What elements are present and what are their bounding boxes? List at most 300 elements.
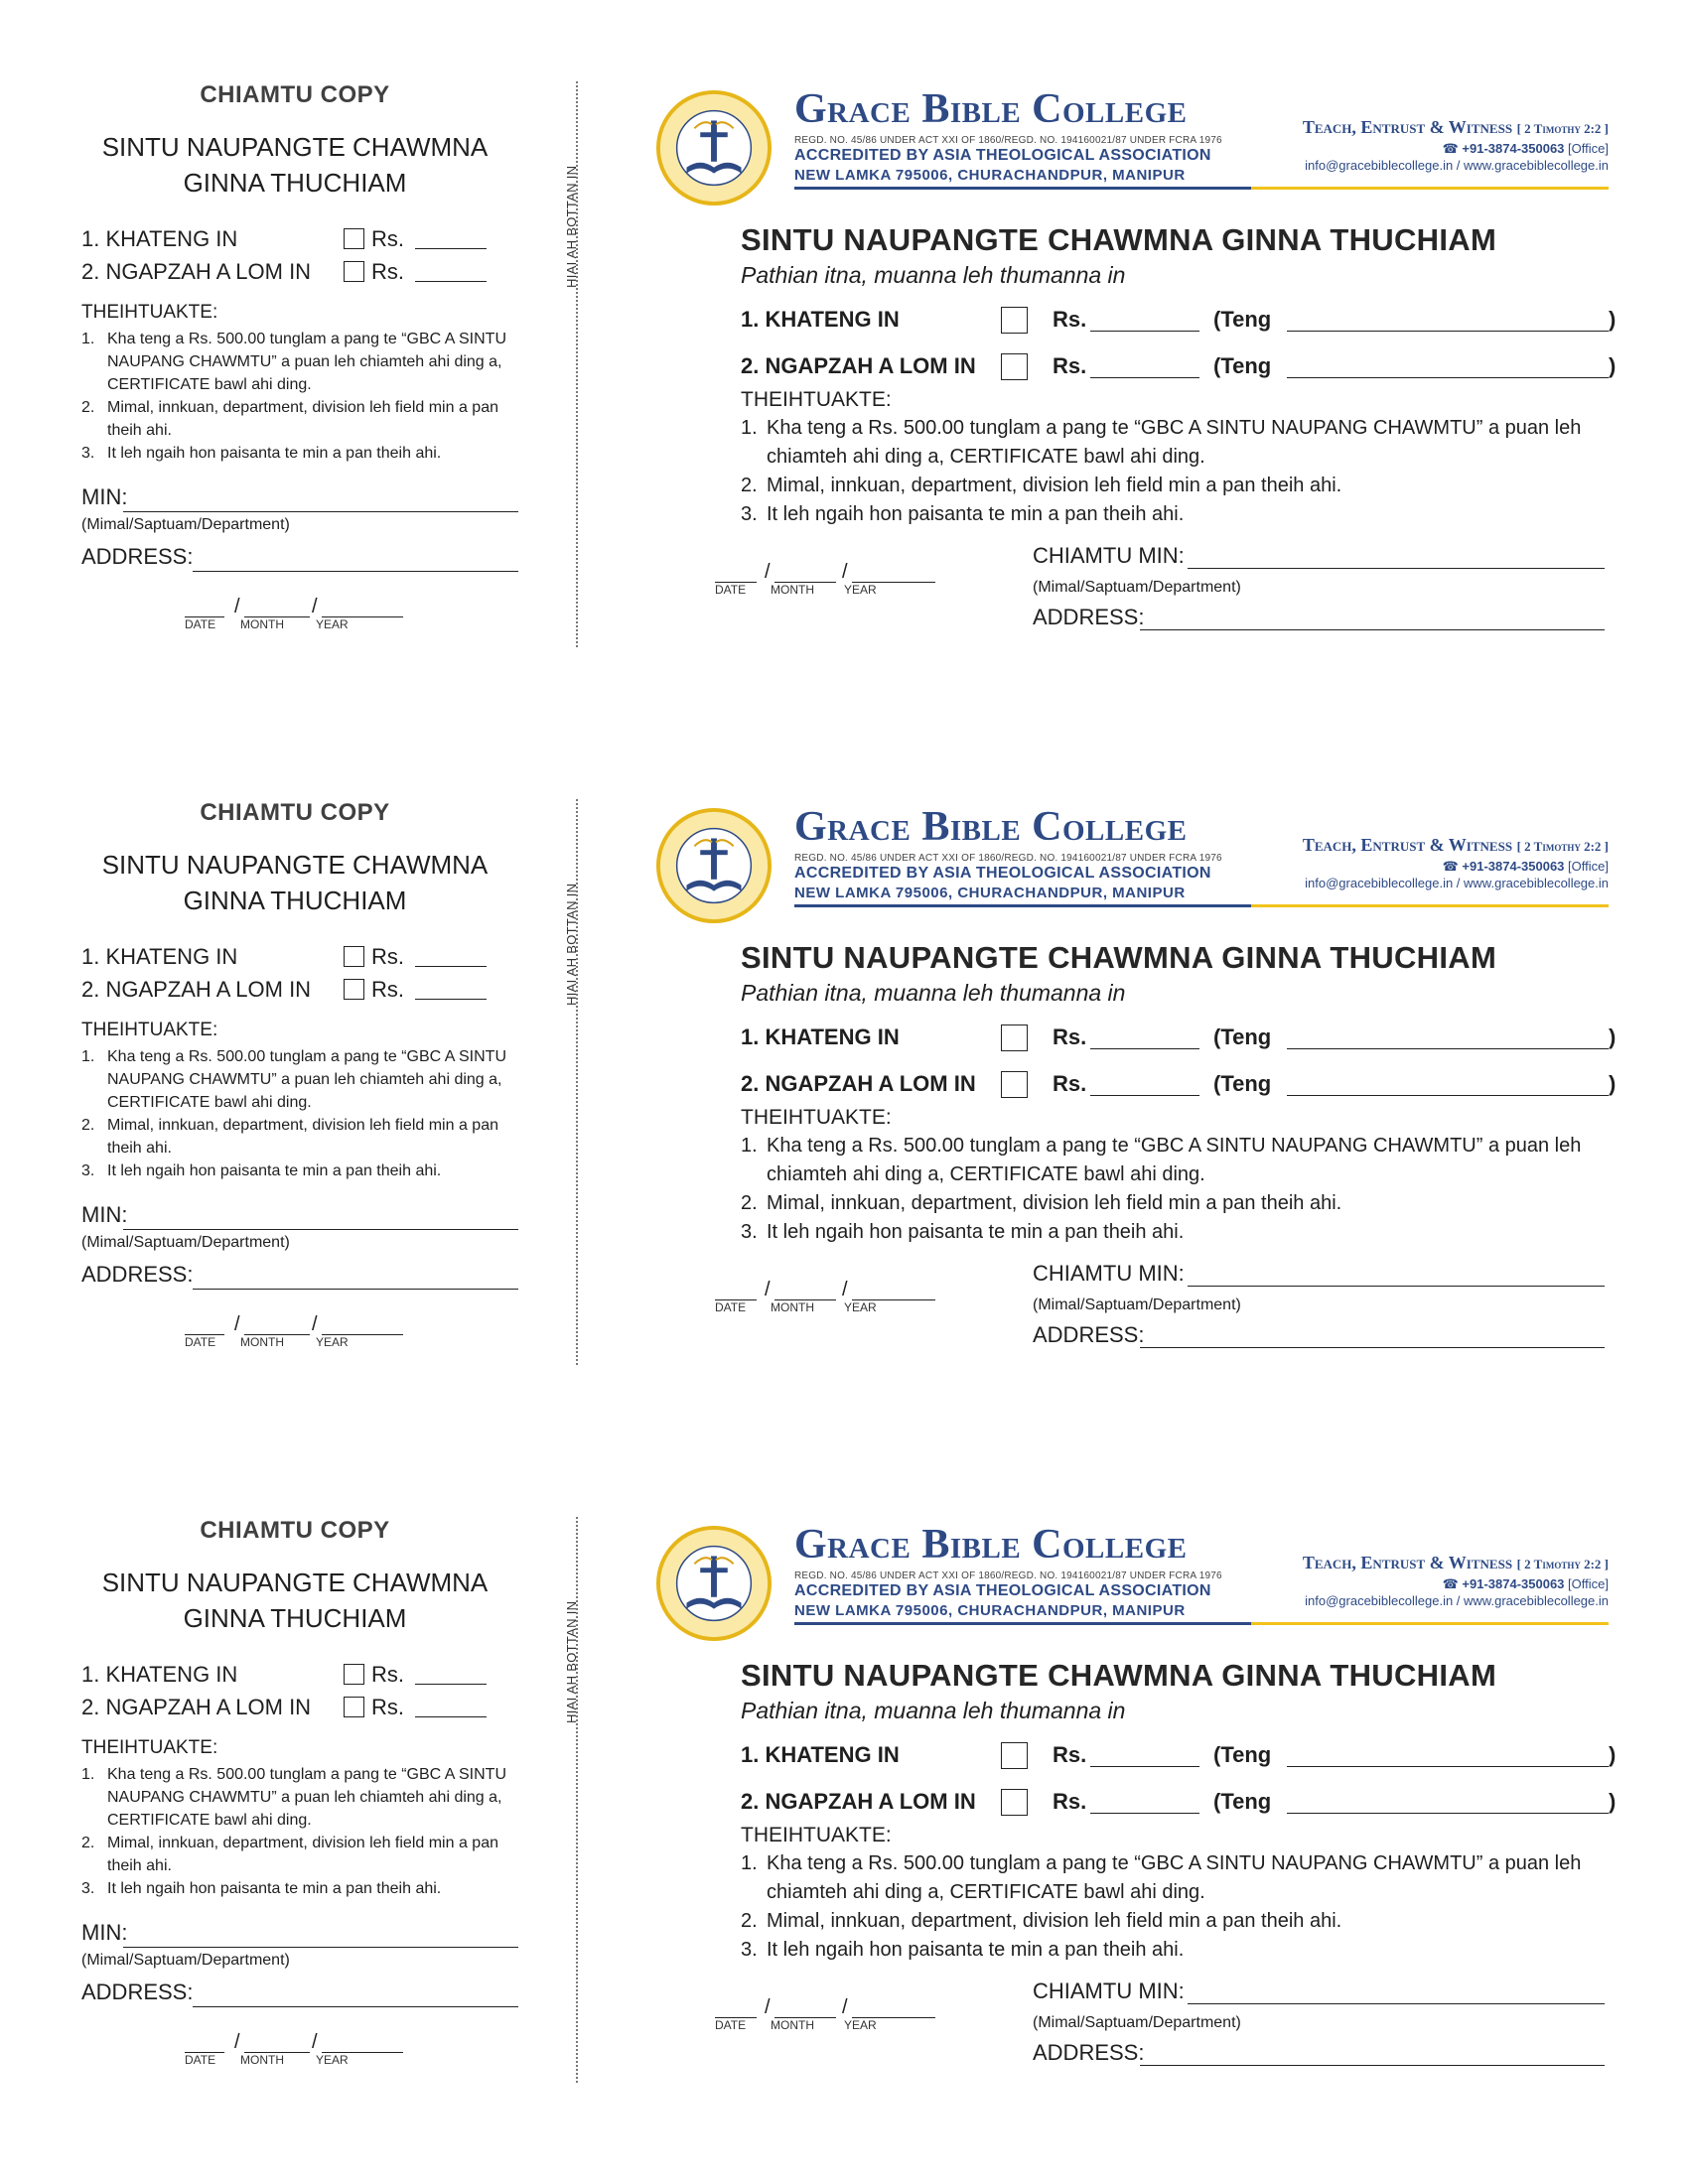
stub-option-khateng-label: 1. KHATENG IN	[81, 226, 238, 251]
chiamtu-min-row	[1033, 1261, 1605, 1291]
stub-min-field[interactable]	[123, 1947, 518, 1948]
stub-address-label: ADDRESS:	[81, 544, 194, 569]
stub-ngapzah-amount-field[interactable]	[415, 1716, 487, 1717]
term-number: 2.	[81, 1835, 95, 1851]
term-item	[741, 1936, 1595, 1965]
stub-option-ngapzah-label: 2. NGAPZAH A LOM IN	[81, 1695, 312, 1719]
stub-ngapzah-checkbox[interactable]	[344, 1697, 364, 1717]
terms-heading: THEIHTUAKTE:	[741, 1106, 892, 1129]
perforation-label: HIAI AH BOTTAN IN	[564, 883, 579, 1006]
chiamtu-min-field[interactable]	[1188, 2003, 1605, 2004]
term-item	[741, 1849, 1595, 1907]
rs-label: Rs.	[1053, 1024, 1087, 1049]
stub-title	[81, 129, 508, 201]
motto-text: Teach, Entrust & Witness	[1302, 117, 1513, 137]
date-day-field[interactable]	[185, 2031, 224, 2053]
stub-rs-label: Rs.	[371, 977, 404, 1002]
stub-min-label: MIN:	[81, 1920, 128, 1945]
term-text: It leh ngaih hon paisanta te min a pan theih ahi.	[107, 445, 442, 462]
chiamtu-min-sublabel: (Mimal/Saptuam/Department)	[1033, 2014, 1241, 2031]
college-seal-logo	[655, 1525, 773, 1642]
term-item	[741, 1218, 1595, 1247]
date-year-field[interactable]	[852, 561, 935, 583]
close-paren: )	[1609, 1789, 1617, 1814]
stub-title	[81, 1565, 508, 1636]
term-number: 2.	[741, 475, 758, 496]
term-text: It leh ngaih hon paisanta te min a pan theih ahi.	[107, 1880, 442, 1897]
stub-min-row	[81, 484, 518, 518]
main-address-row	[1033, 1322, 1605, 1352]
letterhead	[645, 1517, 1618, 1646]
close-paren: )	[1609, 1071, 1617, 1096]
stub-title-line2: GINNA THUCHIAM	[183, 168, 407, 198]
college-web-email[interactable]: info@gracebiblecollege.in / www.gracebiblecollege.in	[1305, 158, 1609, 173]
stub-terms-heading: THEIHTUAKTE:	[81, 1737, 218, 1758]
stub-options	[81, 222, 518, 288]
stub-title-line2: GINNA THUCHIAM	[183, 886, 407, 915]
phone-icon: ☎	[1442, 1576, 1459, 1591]
motto-reference: [ 2 Timothy 2:2 ]	[1516, 839, 1609, 854]
header-rule-yellow	[1251, 187, 1609, 190]
college-name: Grace Bible College	[794, 86, 1188, 132]
date-caption: DATE	[715, 1300, 747, 1314]
date-day-field[interactable]	[715, 1996, 757, 2018]
stub-address-row	[81, 544, 518, 578]
teng-label: (Teng	[1213, 1789, 1272, 1814]
pledge-form-set-2	[0, 718, 1688, 1433]
stub-term-item	[81, 1763, 518, 1832]
stub-min-field[interactable]	[123, 511, 518, 512]
stub-terms-heading: THEIHTUAKTE:	[81, 302, 218, 323]
option-khateng-label: 1. KHATENG IN	[741, 307, 900, 332]
stub-address-label: ADDRESS:	[81, 1979, 194, 2004]
phone-note: [Office]	[1568, 859, 1609, 874]
term-number: 1.	[81, 1048, 95, 1065]
terms-list	[741, 1849, 1595, 1965]
phone-note: [Office]	[1568, 1576, 1609, 1591]
close-paren: )	[1609, 353, 1617, 378]
khateng-amount-field[interactable]	[1090, 331, 1199, 332]
term-item	[741, 500, 1595, 529]
stub-khateng-checkbox[interactable]	[344, 946, 364, 967]
pledge-form-set-1	[0, 0, 1688, 715]
signature-area	[645, 543, 1618, 652]
term-number: 3.	[741, 503, 758, 525]
date-month-field[interactable]	[774, 1279, 836, 1300]
phone-number: +91-3874-350063	[1462, 141, 1565, 156]
month-caption: MONTH	[240, 2053, 284, 2067]
term-item	[741, 414, 1595, 472]
stub-option-ngapzah	[81, 255, 518, 288]
college-motto	[1303, 117, 1609, 138]
date-month-field[interactable]	[774, 561, 836, 583]
main-address-row	[1033, 605, 1605, 634]
month-caption: MONTH	[240, 1335, 284, 1349]
stub-option-ngapzah	[81, 973, 518, 1006]
khateng-checkbox[interactable]	[1001, 307, 1028, 334]
year-caption: YEAR	[316, 2053, 349, 2067]
option-khateng-label: 1. KHATENG IN	[741, 1024, 900, 1049]
rs-label: Rs.	[1053, 1742, 1087, 1767]
date-year-field[interactable]	[852, 1279, 935, 1300]
year-caption: YEAR	[316, 617, 349, 631]
term-number: 2.	[81, 1117, 95, 1134]
option-khateng	[741, 1730, 1618, 1777]
month-caption: MONTH	[771, 1300, 814, 1314]
stub-min-row	[81, 1202, 518, 1236]
date-slash: /	[234, 1313, 240, 1335]
date-day-field[interactable]	[715, 561, 757, 583]
term-text: Kha teng a Rs. 500.00 tunglam a pang te “GBC A SINTU NAUPANG CHAWMTU” a puan leh chiamteh ahi ding a, CERTIFICATE bawl ahi ding.	[107, 1048, 507, 1111]
term-text: Kha teng a Rs. 500.00 tunglam a pang te “GBC A SINTU NAUPANG CHAWMTU” a puan leh chiamteh ahi ding a, CERTIFICATE bawl ahi ding.	[767, 1852, 1582, 1903]
pledge-form	[645, 799, 1618, 1370]
term-text: Kha teng a Rs. 500.00 tunglam a pang te “GBC A SINTU NAUPANG CHAWMTU” a puan leh chiamteh ahi ding a, CERTIFICATE bawl ahi ding.	[107, 331, 507, 393]
terms-list	[741, 1132, 1595, 1247]
stub-copy-title: CHIAMTU COPY	[200, 799, 390, 826]
khateng-words-field[interactable]	[1287, 331, 1609, 332]
date-slash: /	[234, 2031, 240, 2053]
motto-reference: [ 2 Timothy 2:2 ]	[1516, 1557, 1609, 1571]
date-caption: DATE	[185, 1335, 216, 1349]
ngapzah-words-field[interactable]	[1287, 377, 1609, 378]
date-month-field[interactable]	[244, 596, 310, 617]
term-text: Mimal, innkuan, department, division leh field min a pan theih ahi.	[767, 1910, 1342, 1932]
phone-note: [Office]	[1568, 141, 1609, 156]
date-caption: DATE	[185, 617, 216, 631]
stub-rs-label: Rs.	[371, 1695, 404, 1719]
date-year-field[interactable]	[322, 1313, 403, 1335]
khateng-words-field[interactable]	[1287, 1766, 1609, 1767]
main-address-field[interactable]	[1140, 1347, 1605, 1348]
registration-info: REGD. NO. 45/86 UNDER ACT XXI OF 1860/REGD. NO. 194160021/87 UNDER FCRA 1976	[794, 135, 1222, 146]
stub-address-row	[81, 1262, 518, 1296]
ngapzah-checkbox[interactable]	[1001, 353, 1028, 380]
ngapzah-amount-field[interactable]	[1090, 1813, 1199, 1814]
stub-copy-title: CHIAMTU COPY	[200, 1517, 390, 1544]
option-ngapzah-label: 2. NGAPZAH A LOM IN	[741, 1789, 976, 1814]
khateng-amount-field[interactable]	[1090, 1766, 1199, 1767]
date-caption: DATE	[715, 583, 747, 597]
college-phone	[1443, 1576, 1609, 1592]
stub-option-khateng-label: 1. KHATENG IN	[81, 1662, 238, 1687]
date-year-field[interactable]	[852, 1996, 935, 2018]
college-address: NEW LAMKA 795006, CHURACHANDPUR, MANIPUR	[794, 885, 1186, 901]
teng-label: (Teng	[1213, 1024, 1272, 1049]
pledge-form	[645, 1517, 1618, 2088]
stub-date-row	[81, 596, 518, 635]
option-ngapzah-label: 2. NGAPZAH A LOM IN	[741, 1071, 976, 1096]
chiamtu-min-field[interactable]	[1188, 568, 1605, 569]
date-group	[715, 1996, 943, 2036]
term-text: Mimal, innkuan, department, division leh field min a pan theih ahi.	[767, 475, 1342, 496]
option-khateng-label: 1. KHATENG IN	[741, 1742, 900, 1767]
stub-term-item	[81, 442, 518, 465]
stub-address-field[interactable]	[193, 2006, 518, 2007]
stub-option-ngapzah-label: 2. NGAPZAH A LOM IN	[81, 259, 312, 284]
college-motto	[1303, 835, 1609, 856]
stub-options	[81, 1658, 518, 1723]
chiamtu-min-row	[1033, 543, 1605, 573]
date-day-field[interactable]	[185, 1313, 224, 1335]
motto-text: Teach, Entrust & Witness	[1302, 835, 1513, 855]
ngapzah-amount-field[interactable]	[1090, 377, 1199, 378]
college-web-email[interactable]: info@gracebiblecollege.in / www.gracebiblecollege.in	[1305, 1593, 1609, 1608]
stub-rs-label: Rs.	[371, 259, 404, 284]
stub-ngapzah-checkbox[interactable]	[344, 261, 364, 282]
stub-option-khateng	[81, 940, 518, 973]
date-slash: /	[842, 1996, 848, 2018]
term-text: Kha teng a Rs. 500.00 tunglam a pang te “GBC A SINTU NAUPANG CHAWMTU” a puan leh chiamteh ahi ding a, CERTIFICATE bawl ahi ding.	[767, 1135, 1582, 1185]
stub-term-item	[81, 1877, 518, 1900]
stub-ngapzah-amount-field[interactable]	[415, 281, 487, 282]
phone-icon: ☎	[1442, 141, 1459, 156]
date-day-field[interactable]	[185, 596, 224, 617]
college-phone	[1443, 141, 1609, 157]
phone-number: +91-3874-350063	[1462, 859, 1565, 874]
chiamtu-min-field[interactable]	[1188, 1286, 1605, 1287]
term-text: It leh ngaih hon paisanta te min a pan theih ahi.	[767, 1939, 1185, 1961]
chiamtu-copy-stub	[81, 799, 518, 1353]
option-ngapzah	[741, 1059, 1618, 1106]
form-tagline: Pathian itna, muanna leh thumanna in	[741, 1698, 1126, 1723]
form-tagline: Pathian itna, muanna leh thumanna in	[741, 262, 1126, 288]
stub-term-item	[81, 1832, 518, 1877]
stub-title-line1: SINTU NAUPANGTE CHAWMNA	[101, 1568, 489, 1597]
main-address-label: ADDRESS:	[1033, 2040, 1145, 2065]
stub-date-row	[81, 1313, 518, 1353]
rs-label: Rs.	[1053, 1789, 1087, 1814]
phone-number: +91-3874-350063	[1462, 1576, 1565, 1591]
stub-terms-list	[81, 1763, 518, 1900]
stub-date-group	[185, 1313, 413, 1353]
stub-term-item	[81, 396, 518, 442]
stub-title-line2: GINNA THUCHIAM	[183, 1603, 407, 1633]
motto-text: Teach, Entrust & Witness	[1302, 1553, 1513, 1572]
rs-label: Rs.	[1053, 1071, 1087, 1096]
stub-title	[81, 847, 508, 918]
rs-label: Rs.	[1053, 353, 1087, 378]
stub-option-khateng-label: 1. KHATENG IN	[81, 944, 238, 969]
main-address-field[interactable]	[1140, 2065, 1605, 2066]
date-slash: /	[234, 596, 240, 617]
chiamtu-copy-stub	[81, 1517, 518, 2071]
term-text: Kha teng a Rs. 500.00 tunglam a pang te “GBC A SINTU NAUPANG CHAWMTU” a puan leh chiamteh ahi ding a, CERTIFICATE bawl ahi ding.	[107, 1766, 507, 1829]
date-group	[715, 1279, 943, 1318]
year-caption: YEAR	[844, 1300, 877, 1314]
date-slash: /	[765, 1279, 771, 1300]
stub-min-row	[81, 1920, 518, 1954]
term-item	[741, 1189, 1595, 1218]
main-address-field[interactable]	[1140, 629, 1605, 630]
stub-ngapzah-amount-field[interactable]	[415, 999, 487, 1000]
date-group	[715, 561, 943, 601]
stub-terms-list	[81, 328, 518, 465]
teng-label: (Teng	[1213, 353, 1272, 378]
term-text: It leh ngaih hon paisanta te min a pan theih ahi.	[107, 1162, 442, 1179]
chiamtu-copy-stub	[81, 81, 518, 635]
pledge-form	[645, 81, 1618, 652]
khateng-checkbox[interactable]	[1001, 1742, 1028, 1769]
stub-options	[81, 940, 518, 1006]
signature-area	[645, 1979, 1618, 2088]
date-slash: /	[765, 1996, 771, 2018]
date-year-field[interactable]	[322, 596, 403, 617]
close-paren: )	[1609, 1742, 1617, 1767]
stub-min-sublabel: (Mimal/Saptuam/Department)	[81, 516, 290, 533]
teng-label: (Teng	[1213, 1742, 1272, 1767]
terms-list	[741, 414, 1595, 529]
rs-label: Rs.	[1053, 307, 1087, 332]
term-text: Kha teng a Rs. 500.00 tunglam a pang te “GBC A SINTU NAUPANG CHAWMTU” a puan leh chiamteh ahi ding a, CERTIFICATE bawl ahi ding.	[767, 417, 1582, 468]
ngapzah-amount-field[interactable]	[1090, 1095, 1199, 1096]
year-caption: YEAR	[844, 2018, 877, 2032]
ngapzah-words-field[interactable]	[1287, 1095, 1609, 1096]
stub-address-label: ADDRESS:	[81, 1262, 194, 1287]
accreditation: ACCREDITED BY ASIA THEOLOGICAL ASSOCIATION	[794, 147, 1211, 164]
chiamtu-min-label: CHIAMTU MIN:	[1033, 1979, 1185, 2003]
term-number: 3.	[81, 1880, 95, 1897]
close-paren: )	[1609, 1024, 1617, 1049]
chiamtu-min-row	[1033, 1979, 1605, 2008]
option-ngapzah-label: 2. NGAPZAH A LOM IN	[741, 353, 976, 378]
month-caption: MONTH	[771, 2018, 814, 2032]
date-slash: /	[765, 561, 771, 583]
motto-reference: [ 2 Timothy 2:2 ]	[1516, 121, 1609, 136]
stub-khateng-amount-field[interactable]	[415, 248, 487, 249]
perforation-label: HIAI AH BOTTAN IN	[564, 1600, 579, 1723]
option-ngapzah	[741, 1777, 1618, 1824]
stub-date-row	[81, 2031, 518, 2071]
chiamtu-min-sublabel: (Mimal/Saptuam/Department)	[1033, 1297, 1241, 1313]
term-number: 1.	[741, 1135, 758, 1157]
option-ngapzah	[741, 341, 1618, 388]
term-number: 3.	[81, 445, 95, 462]
letterhead	[645, 799, 1618, 928]
registration-info: REGD. NO. 45/86 UNDER ACT XXI OF 1860/REGD. NO. 194160021/87 UNDER FCRA 1976	[794, 853, 1222, 864]
registration-info: REGD. NO. 45/86 UNDER ACT XXI OF 1860/REGD. NO. 194160021/87 UNDER FCRA 1976	[794, 1570, 1222, 1581]
date-slash: /	[312, 596, 318, 617]
main-address-row	[1033, 2040, 1605, 2070]
month-caption: MONTH	[240, 617, 284, 631]
year-caption: YEAR	[316, 1335, 349, 1349]
form-title: SINTU NAUPANGTE CHAWMNA GINNA THUCHIAM	[741, 222, 1497, 257]
stub-term-item	[81, 1114, 518, 1160]
header-rule-yellow	[1251, 1622, 1609, 1625]
stub-min-label: MIN:	[81, 484, 128, 509]
accreditation: ACCREDITED BY ASIA THEOLOGICAL ASSOCIATION	[794, 1582, 1211, 1599]
option-khateng	[741, 1013, 1618, 1059]
form-title: SINTU NAUPANGTE CHAWMNA GINNA THUCHIAM	[741, 940, 1497, 975]
phone-icon: ☎	[1442, 859, 1459, 874]
stub-ngapzah-checkbox[interactable]	[344, 979, 364, 1000]
date-month-field[interactable]	[244, 1313, 310, 1335]
pledge-options	[645, 1013, 1618, 1106]
college-address: NEW LAMKA 795006, CHURACHANDPUR, MANIPUR	[794, 167, 1186, 184]
stub-address-field[interactable]	[193, 1289, 518, 1290]
term-number: 3.	[81, 1162, 95, 1179]
perforation-label: HIAI AH BOTTAN IN	[564, 165, 579, 288]
pledge-form-set-3	[0, 1435, 1688, 2150]
date-year-field[interactable]	[322, 2031, 403, 2053]
date-day-field[interactable]	[715, 1279, 757, 1300]
term-text: Mimal, innkuan, department, division leh field min a pan theih ahi.	[767, 1192, 1342, 1214]
form-title: SINTU NAUPANGTE CHAWMNA GINNA THUCHIAM	[741, 1658, 1497, 1693]
letterhead	[645, 81, 1618, 210]
stub-rs-label: Rs.	[371, 1662, 404, 1687]
stub-rs-label: Rs.	[371, 226, 404, 251]
stub-khateng-checkbox[interactable]	[344, 228, 364, 249]
signature-area	[645, 1261, 1618, 1370]
stub-min-field[interactable]	[123, 1229, 518, 1230]
date-caption: DATE	[715, 2018, 747, 2032]
term-item	[741, 1132, 1595, 1189]
term-text: Mimal, innkuan, department, division leh field min a pan theih ahi.	[107, 1835, 498, 1874]
stub-term-item	[81, 1160, 518, 1182]
date-slash: /	[312, 1313, 318, 1335]
stub-khateng-checkbox[interactable]	[344, 1664, 364, 1685]
chiamtu-min-sublabel: (Mimal/Saptuam/Department)	[1033, 579, 1241, 596]
stub-copy-title: CHIAMTU COPY	[200, 81, 390, 108]
chiamtu-min-label: CHIAMTU MIN:	[1033, 543, 1185, 568]
header-rule-yellow	[1251, 904, 1609, 907]
stub-terms-list	[81, 1045, 518, 1182]
stub-khateng-amount-field[interactable]	[415, 1684, 487, 1685]
date-month-field[interactable]	[244, 2031, 310, 2053]
ngapzah-words-field[interactable]	[1287, 1813, 1609, 1814]
college-seal-logo	[655, 807, 773, 924]
stub-min-label: MIN:	[81, 1202, 128, 1227]
college-seal-logo	[655, 89, 773, 206]
accreditation: ACCREDITED BY ASIA THEOLOGICAL ASSOCIATION	[794, 865, 1211, 882]
teng-label: (Teng	[1213, 307, 1272, 332]
main-address-label: ADDRESS:	[1033, 1322, 1145, 1347]
college-name: Grace Bible College	[794, 1522, 1188, 1568]
khateng-amount-field[interactable]	[1090, 1048, 1199, 1049]
college-web-email[interactable]: info@gracebiblecollege.in / www.gracebiblecollege.in	[1305, 876, 1609, 890]
stub-address-field[interactable]	[193, 571, 518, 572]
date-month-field[interactable]	[774, 1996, 836, 2018]
term-number: 2.	[741, 1910, 758, 1932]
month-caption: MONTH	[771, 583, 814, 597]
stub-title-line1: SINTU NAUPANGTE CHAWMNA	[101, 850, 489, 880]
stub-khateng-amount-field[interactable]	[415, 966, 487, 967]
terms-heading: THEIHTUAKTE:	[741, 388, 892, 411]
terms-heading: THEIHTUAKTE:	[741, 1824, 892, 1846]
chiamtu-min-label: CHIAMTU MIN:	[1033, 1261, 1185, 1286]
term-number: 2.	[81, 399, 95, 416]
date-slash: /	[842, 1279, 848, 1300]
college-motto	[1303, 1553, 1609, 1573]
khateng-words-field[interactable]	[1287, 1048, 1609, 1049]
term-text: Mimal, innkuan, department, division leh field min a pan theih ahi.	[107, 399, 498, 439]
ngapzah-checkbox[interactable]	[1001, 1789, 1028, 1816]
stub-option-khateng	[81, 1658, 518, 1691]
khateng-checkbox[interactable]	[1001, 1024, 1028, 1051]
pledge-options	[645, 295, 1618, 388]
stub-option-ngapzah	[81, 1691, 518, 1723]
stub-option-ngapzah-label: 2. NGAPZAH A LOM IN	[81, 977, 312, 1002]
main-address-label: ADDRESS:	[1033, 605, 1145, 629]
term-number: 1.	[81, 1766, 95, 1783]
term-item	[741, 1907, 1595, 1936]
stub-min-sublabel: (Mimal/Saptuam/Department)	[81, 1952, 290, 1969]
option-khateng	[741, 295, 1618, 341]
ngapzah-checkbox[interactable]	[1001, 1071, 1028, 1098]
stub-date-group	[185, 2031, 413, 2071]
date-slash: /	[312, 2031, 318, 2053]
term-number: 1.	[741, 1852, 758, 1874]
stub-title-line1: SINTU NAUPANGTE CHAWMNA	[101, 132, 489, 162]
